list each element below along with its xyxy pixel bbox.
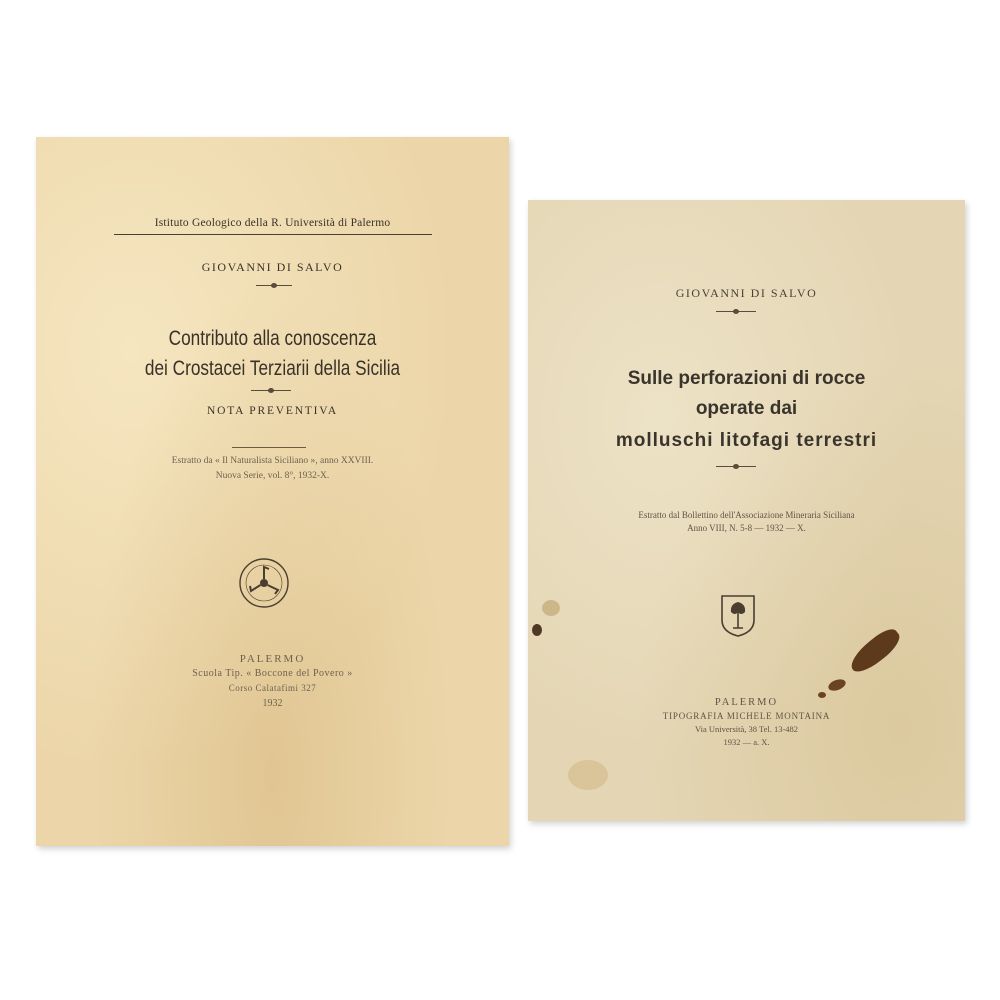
title-line-2: operate dai [695, 398, 798, 419]
imprint-city: PALERMO [714, 697, 779, 708]
imprint-year: 1932 — a. X. [723, 737, 770, 747]
ornament-divider [716, 466, 756, 467]
title-line-2: dei Crostacei Terziarii della Sicilia [144, 357, 401, 380]
printer-emblem-icon [719, 592, 757, 638]
ink-stain [818, 692, 826, 698]
booklet-left [36, 137, 509, 846]
author-name: GIOVANNI DI SALVO [201, 260, 344, 274]
trinacria-seal-icon [238, 557, 290, 609]
heading-rule [114, 234, 432, 235]
author-name: GIOVANNI DI SALVO [675, 286, 818, 300]
imprint-year: 1932 [262, 698, 283, 709]
foxing-stain [542, 600, 560, 616]
extract-line-1: Estratto dal Bollettino dell'Associazione Mineraria Siciliana [638, 510, 855, 520]
foxing-stain [532, 624, 542, 636]
subtitle: NOTA PREVENTIVA [207, 405, 338, 417]
booklet-right [528, 200, 965, 821]
imprint-address: Corso Calatafimi 327 [228, 683, 317, 693]
extract-line-2: Anno VIII, N. 5-8 — 1932 — X. [687, 523, 806, 533]
divider-rule [232, 447, 306, 448]
ornament-divider [256, 285, 292, 286]
ink-stain [827, 677, 847, 693]
imprint-publisher: Scuola Tip. « Boccone del Povero » [192, 668, 353, 679]
institute-heading: Istituto Geologico della R. Università di Palermo [154, 217, 391, 229]
imprint-city: PALERMO [239, 653, 306, 665]
title-line-1: Sulle perforazioni di rocce [627, 368, 866, 389]
foxing-stain [568, 760, 608, 790]
imprint-address: Via Università, 38 Tel. 13-482 [694, 724, 799, 734]
title-line-3: molluschi litofagi terrestri [615, 430, 878, 451]
extract-line-2: Nuova Serie, vol. 8°, 1932-X. [215, 471, 330, 481]
title-line-1: Contributo alla conoscenza [168, 327, 377, 350]
ornament-divider [716, 311, 756, 312]
ink-stain [845, 624, 904, 677]
imprint-publisher: TIPOGRAFIA MICHELE MONTAINA [662, 711, 831, 721]
extract-line-1: Estratto da « Il Naturalista Siciliano », anno XXVIII. [171, 456, 374, 466]
ornament-divider [251, 390, 291, 391]
